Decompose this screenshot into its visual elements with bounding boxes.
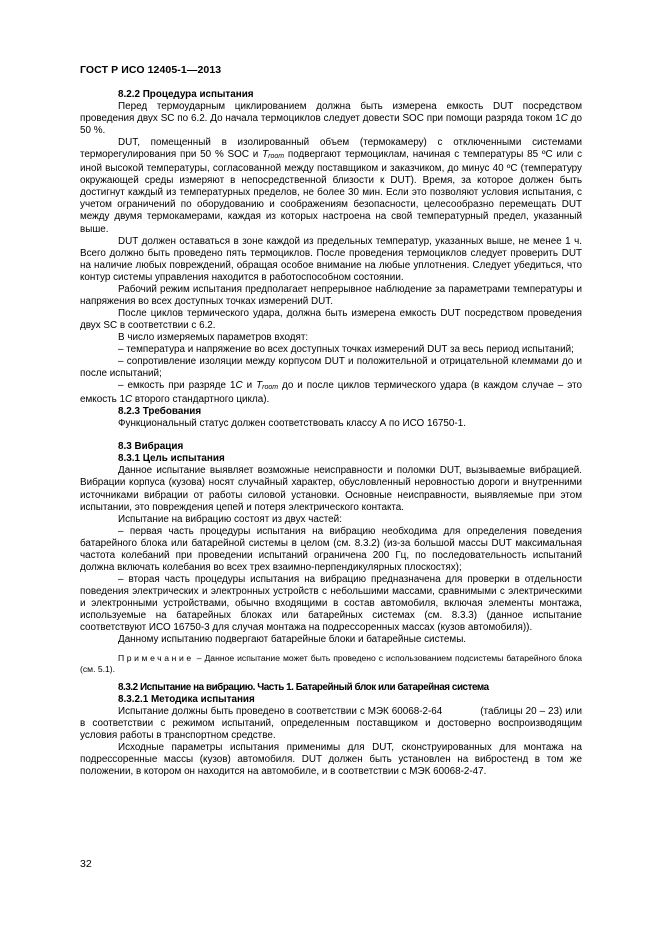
paragraph: Исходные параметры испытания применимы для DUT, сконструированных для монтажа на подрессоренные массы (кузов) автомобиля. DUT должен быть установлен на вибростенд в том же положении, в котором он находится на автомобиле, и в соответствии с МЭК 60068-2-47. — [80, 742, 582, 778]
note-label: Примечание — [118, 653, 194, 664]
paragraph: После циклов термического удара, должна быть измерена емкость DUT посредством проведения двух SC в соответствии с 6.2. — [80, 307, 582, 331]
list-item: – первая часть процедуры испытания на вибрацию необходима для определения поведения батарейного блока или батарейной системы в целом (см. 8.3.2) (из-за большой массы DUT максимальная частота колебаний при проведении испытаний ограничена 200 Гц, по последовательность испытаний должна включать колебания во всех трех взаимно-перпендикулярных плоскостях); — [80, 525, 582, 573]
section-heading-8-3-2-1: 8.3.2.1 Методика испытания — [118, 694, 255, 706]
paragraph: Данное испытание выявляет возможные неисправности и поломки DUT, вызываемые вибрацией. Вибрации корпуса (кузова) носят случайный характер, обусловленный неровностью дороги и внутренними источниками вибрации от работы силовой установки. Основные неисправности, выявляемые при этом испытании, это повреждения цепей и потеря электрического контакта. — [80, 465, 582, 513]
section-heading-8-3: 8.3 Вибрация — [118, 441, 184, 453]
section-heading-8-2-2: 8.2.2 Процедура испытания — [118, 89, 254, 100]
list-item: – вторая часть процедуры испытания на вибрацию предназначена для проверки в отдельности поведения электрических и электронных устройств с небольшими массами, сравнимыми с электрическими и электронными устройствами, обычно входящими в состав автомобиля, включая элементы монтажа, используемые на батарейных блоках или батарейных системах (см. 8.3.3) (данное испытание соответствуют ИСО 16750-3 для случая монтажа на подрессоренных массах (кузов автомобиля)). — [80, 573, 582, 634]
section-heading-8-3-1: 8.3.1 Цель испытания — [118, 453, 225, 465]
paragraph: Испытание на вибрацию состоят из двух частей: — [118, 513, 342, 525]
paragraph: DUT должен оставаться в зоне каждой из предельных температур, указанных выше, не менее 1 ч. Всего должно быть проведено пять термоциклов. После проведения термоциклов следует проверить DUT на наличие любых повреждений, обращая особое внимание на любые уплотнения. Следует убедиться, что контур системы управления находится в работоспособном состоянии. — [80, 235, 582, 283]
section-heading-8-2-3: 8.2.3 Требования — [118, 406, 202, 418]
paragraph: В число измеряемых параметров входят: — [118, 331, 309, 343]
list-item: – температура и напряжение во всех доступных точках измерений DUT за весь период испытаний; — [118, 343, 574, 355]
list-item: – сопротивление изоляции между корпусом DUT и положительной и отрицательной клеммами до и после испытаний; — [80, 356, 582, 380]
paragraph: Рабочий режим испытания предполагает непрерывное наблюдение за параметрами температуры и напряжения во всех доступных точках измерений DUT. — [80, 283, 582, 307]
document-header: ГОСТ Р ИСО 12405-1—2013 — [80, 64, 222, 76]
section-heading-8-3-2: 8.3.2 Испытание на вибрацию. Часть 1. Батарейный блок или батарейная система — [118, 682, 489, 694]
document-body — [80, 89, 582, 778]
paragraph: Испытание должны быть проведено в соответствии с МЭК 60068-2-64 (таблицы 20 – 23) или в соответствии с режимом испытаний, определенным поставщиком и достоверно воспроизводящим условия работы в транспортном средстве. — [80, 706, 583, 742]
paragraph: DUT, помещенный в изолированный объем (термокамеру) с отключенными системами терморегулирования при 50 % SOC и Troom подвергают термоциклам, начиная с температуры 85 ºС или с иной высокой температуры, согласованной между поставщиком и заказчиком, до минус 40 ºС (температуру окружающей среды измеряют в непосредственной близости к DUT). Время, за которое должен быть достигнут каждый из температурных пределов, не более 30 мин. Если это позволяют условия испытания, с учетом ограничений по оборудованию и соображениям безопасности, целесообразно перемещать DUT между двумя термокамерами, каждая из которых настроена на свой температурный предел, указанный выше. — [80, 137, 583, 235]
page-number: 32 — [80, 858, 92, 870]
list-item: – емкость при разряде 1C и Troom до и после циклов термического удара (в каждом случае – это емкость 1C второго стандартного цикла). — [80, 380, 582, 406]
note: Примечание – Данное испытание может быть проведено с использованием подсистемы батарейного блока (см. 5.1). — [80, 653, 582, 675]
paragraph: Данному испытанию подвергают батарейные блоки и батарейные системы. — [118, 634, 467, 646]
paragraph: Функциональный статус должен соответствовать классу А по ИСО 16750-1. — [118, 418, 466, 430]
paragraph: Перед термоударным циклированием должна быть измерена емкость DUT посредством проведения двух SC по 6.2. До начала термоциклов следует довести SOC при помощи разряда током 1C до 50 %. — [80, 101, 582, 137]
